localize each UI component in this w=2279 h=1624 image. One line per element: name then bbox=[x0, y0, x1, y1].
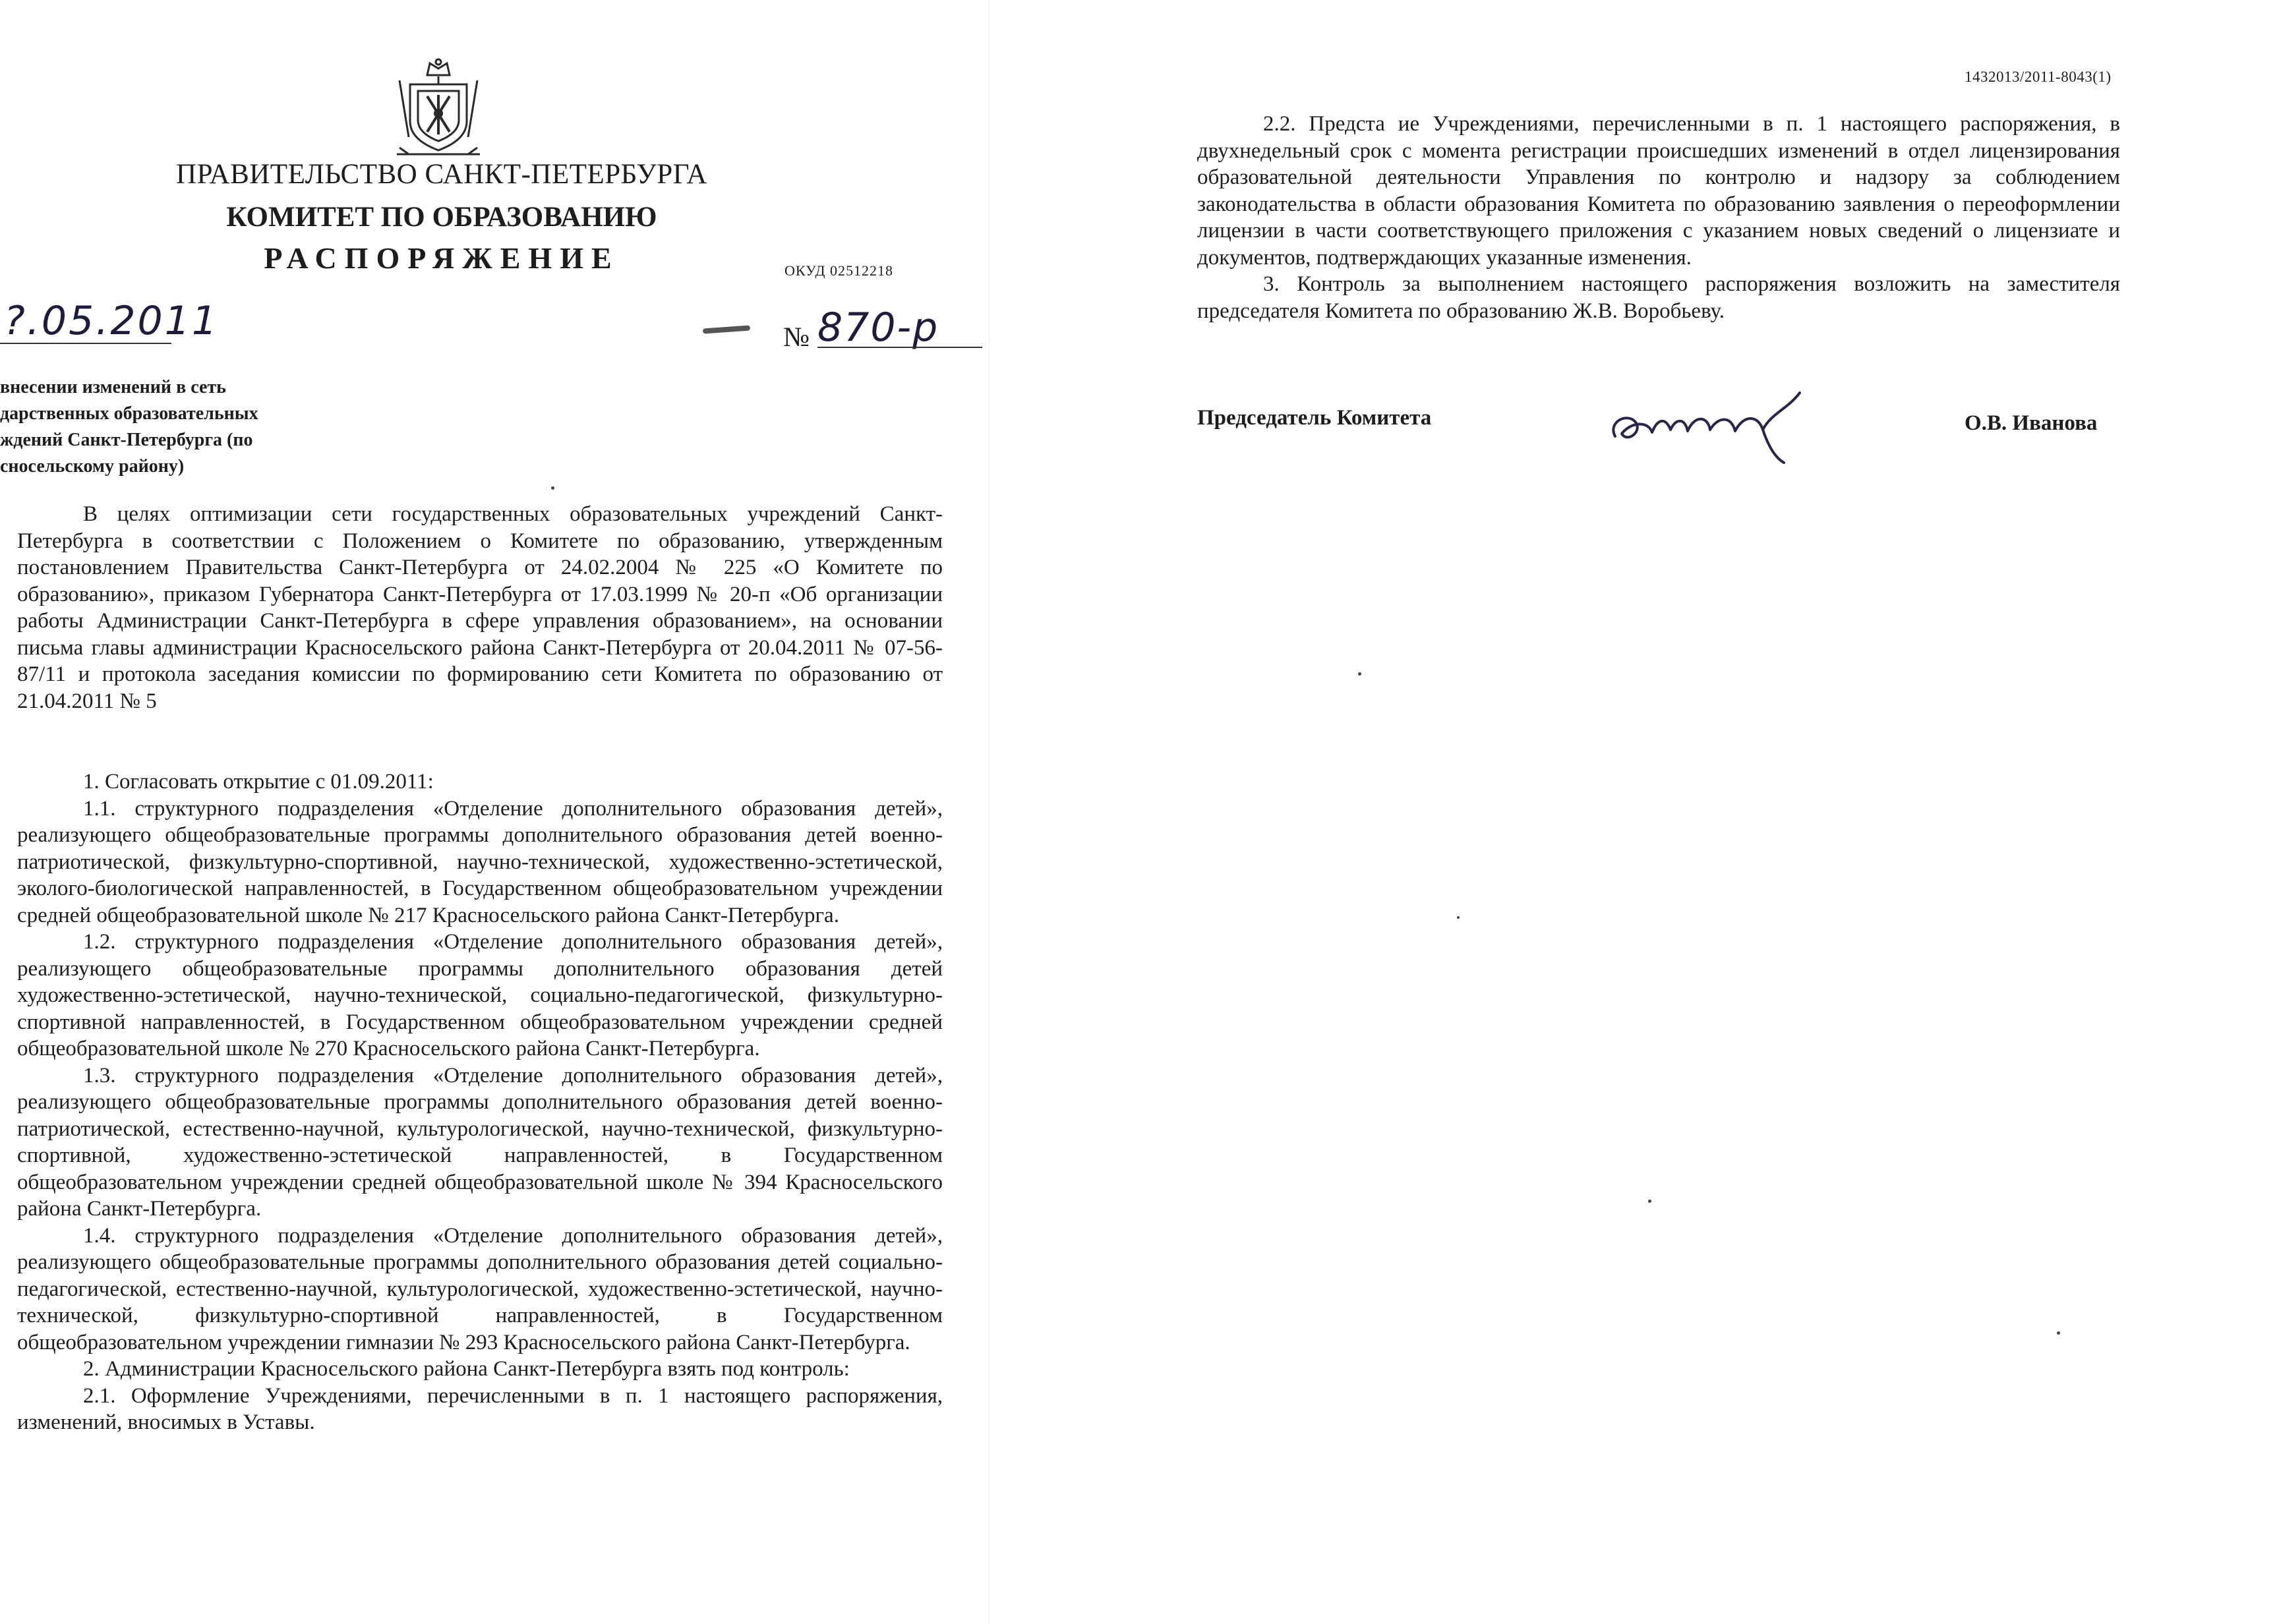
scan-speck bbox=[1358, 672, 1361, 676]
document-body bbox=[17, 501, 943, 1436]
item-2-2: 2.2. Предста ие Учреждениями, перечисленными в п. 1 настоящего распоряжения, в двухнедельный срок с момента регистрации происшедших изменений в отдел лицензирования образовательной деятельности Управления по контролю и надзору за соблюдением законодательства в области образования Комитета по образованию заявления о переоформлении лицензии в части соответствующего приложения с указанием новых сведений о лицензиате и документов, подтверждающих указанные изменения. bbox=[1197, 112, 2120, 270]
document-code: 1432013/2011-8043(1) bbox=[1965, 69, 2112, 85]
scan-speck bbox=[1648, 1200, 1651, 1203]
scan-speck bbox=[1457, 916, 1460, 919]
item-1-4: 1.4. структурного подразделения «Отделение дополнительного образования детей», реализующего общеобразовательные программы дополнительного образования детей социально-педагогической, естественно-научной, культурологической, художественно-эстетической, научно-технической, физкультурно-спортивной направленностей, в Государственном общеобразовательном учреждении гимназии № 293 Красносельского района Санкт-Петербурга. bbox=[17, 1223, 943, 1354]
item-2: 2. Администрации Красносельского района Санкт-Петербурга взять под контроль: bbox=[83, 1357, 850, 1381]
subject-line: внесении изменений в сеть bbox=[0, 377, 226, 397]
date-underline bbox=[0, 343, 171, 344]
preamble-paragraph: В целях оптимизации сети государственных образовательных учреждений Санкт-Петербурга в соответствии с Положением о Комитете по образованию, утвержденным постановлением Правительства Санкт-Петербурга от 24.02.2004 № 225 «О Комитете по образованию», приказом Губернатора Санкт-Петербурга от 17.03.1999 № 20-п «Об организации работы Администрации Санкт-Петербурга в сфере управления образованием», на основании письма главы администрации Красносельского района Санкт-Петербурга от 20.04.2011 № 07-56-87/11 и протокола заседания комиссии по формированию сети Комитета по образованию от 21.04.2011 № 5 bbox=[17, 502, 943, 713]
handwritten-date: ?.05.2011 bbox=[4, 298, 220, 344]
handwritten-number: 870-р bbox=[817, 304, 939, 351]
number-underline bbox=[817, 347, 982, 348]
dash-mark bbox=[703, 325, 750, 334]
committee-title: КОМИТЕТ ПО ОБРАЗОВАНИЮ bbox=[226, 202, 657, 233]
government-title: ПРАВИТЕЛЬСТВО САНКТ-ПЕТЕРБУРГА bbox=[176, 159, 707, 190]
document-body-continued bbox=[1197, 111, 2120, 324]
number-label: № bbox=[783, 322, 810, 353]
signatory-title: Председатель Комитета bbox=[1197, 406, 1432, 430]
scan-speck bbox=[2057, 1331, 2060, 1335]
okud-code: ОКУД 02512218 bbox=[784, 262, 893, 279]
item-3: 3. Контроль за выполнением настоящего распоряжения возложить на заместителя председателя Комитета по образованию Ж.В. Воробьеву. bbox=[1197, 272, 2120, 323]
subject-line: сносельскому району) bbox=[0, 456, 185, 477]
item-1-2: 1.2. структурного подразделения «Отделение дополнительного образования детей», реализующего общеобразовательные программы дополнительного образования детей художественно-эстетической, научно-технической, социально-педагогической, физкультурно-спортивной направленностей, в Государственном общеобразовательном учреждении средней общеобразовательной школе № 270 Красносельского района Санкт-Петербурга. bbox=[17, 930, 943, 1060]
left-page bbox=[0, 0, 976, 1624]
subject-line: дарственных образовательных bbox=[0, 403, 258, 424]
item-2-1: 2.1. Оформление Учреждениями, перечисленными в п. 1 настоящего распоряжения, изменений, вносимых в Уставы. bbox=[17, 1383, 943, 1434]
item-1-3: 1.3. структурного подразделения «Отделение дополнительного образования детей», реализующего общеобразовательные программы дополнительного образования детей военно-патриотической, естественно-научной, культурологической, научно-технической, физкультурно-спортивной, художественно-эстетической направленностей, в Государственном общеобразовательном учреждении средней общеобразовательной школе № 394 Красносельского района Санкт-Петербурга. bbox=[17, 1063, 943, 1221]
handwritten-signature-icon bbox=[1602, 382, 1820, 468]
document-type: РАСПОРЯЖЕНИЕ bbox=[264, 241, 620, 275]
item-1: 1. Согласовать открытие с 01.09.2011: bbox=[83, 770, 434, 794]
right-page bbox=[1147, 0, 2279, 1624]
coat-of-arms-icon bbox=[396, 58, 481, 157]
scan-speck bbox=[551, 486, 554, 490]
item-1-1: 1.1. структурного подразделения «Отделение дополнительного образования детей», реализующего общеобразовательные программы дополнительного образования детей военно-патриотической, физкультурно-спортивной, научно-технической, художественно-эстетической, эколого-биологической направленностей, в Государственном общеобразовательном учреждении средней общеобразовательной школе № 217 Красносельского района Санкт-Петербурга. bbox=[17, 796, 943, 927]
document-subject bbox=[0, 374, 343, 480]
page-fold bbox=[989, 0, 990, 1624]
paragraph-gap bbox=[17, 714, 943, 768]
subject-line: ждений Санкт-Петербурга (по bbox=[0, 430, 253, 450]
signatory-name: О.В. Иванова bbox=[1965, 411, 2098, 435]
